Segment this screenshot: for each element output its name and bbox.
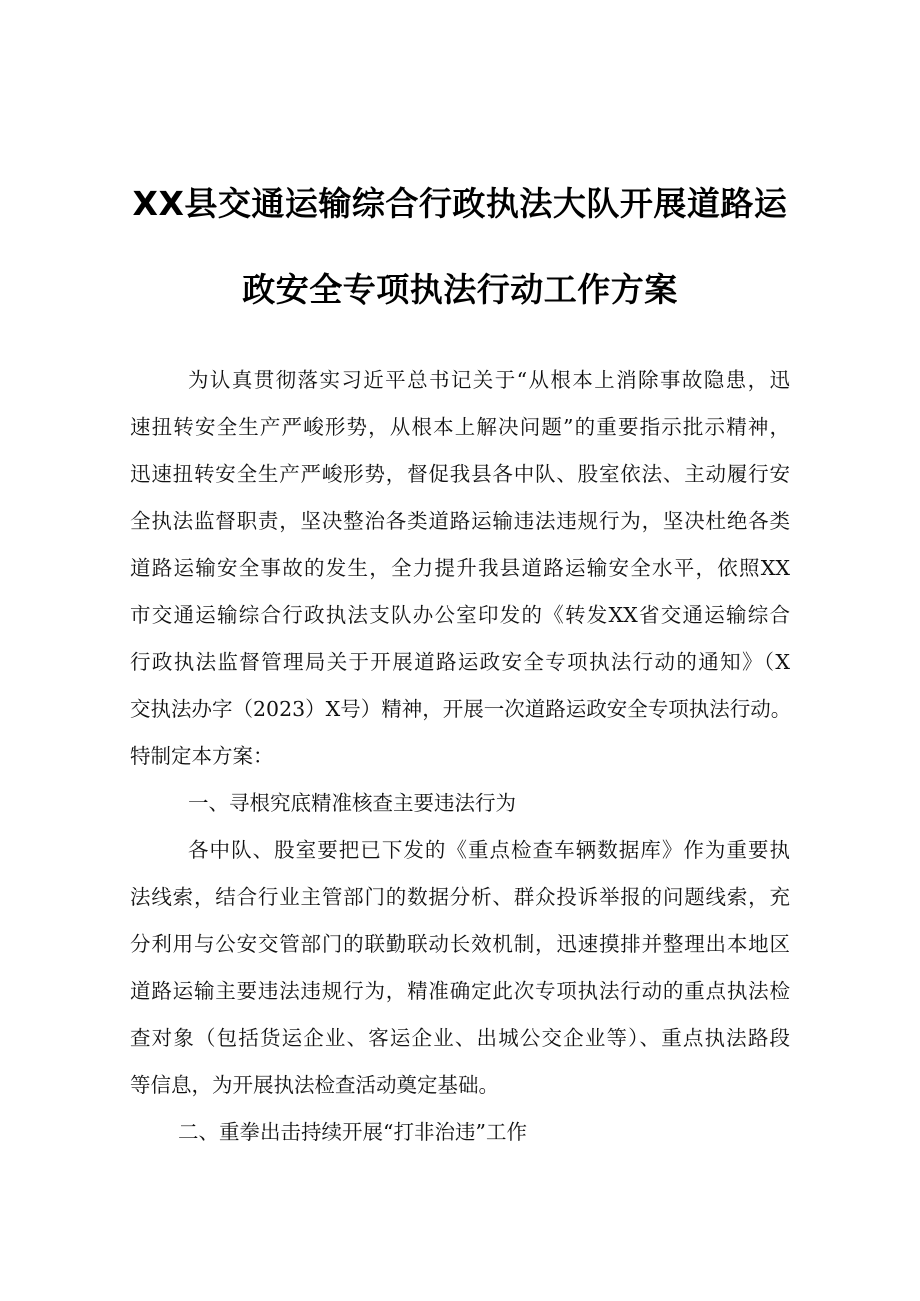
document-title-line-2: 政安全专项执法行动工作方案 [242,270,678,309]
intro-line-1: 为认真贯彻落实习近平总书记关于“从根本上消除事故隐患，迅 [188,368,790,392]
document-title-line-1: XX县交通运输综合行政执法大队开展道路运 [132,184,788,223]
intro-line-6: 市交通运输综合行政执法支队办公室印发的《转发XX省交通运输综合 [130,603,790,627]
intro-line-4: 全执法监督职责，坚决整治各类道路运输违法违规行为，坚决杜绝各类 [130,509,790,533]
section-1-line-5: 查对象（包括货运企业、客运企业、出城公交企业等）、重点执法路段 [130,1026,790,1050]
section-1-heading: 一、寻根究底精准核查主要违法行为 [188,791,516,815]
section-1-line-3: 分利用与公安交管部门的联勤联动长效机制，迅速摸排并整理出本地区 [130,932,790,956]
intro-line-5: 道路运输安全事故的发生，全力提升我县道路运输安全水平，依照XX [130,556,790,580]
section-2-heading: 二、重拳出击持续开展“打非治违”工作 [178,1120,527,1144]
intro-line-3: 迅速扭转安全生产严峻形势，督促我县各中队、股室依法、主动履行安 [130,462,790,486]
section-1-line-4: 道路运输主要违法违规行为，精准确定此次专项执法行动的重点执法检 [130,979,790,1003]
intro-line-2: 速扭转安全生产严峻形势，从根本上解决问题”的重要指示批示精神， [130,415,790,439]
section-1-line-1: 各中队、股室要把已下发的《重点检查车辆数据库》作为重要执 [188,838,790,862]
section-1-line-2: 法线索，结合行业主管部门的数据分析、群众投诉举报的问题线索，充 [130,885,790,909]
intro-line-8: 交执法办字（2023）X号）精神，开展一次道路运政安全专项执法行动。 [130,697,792,721]
intro-line-7: 行政执法监督管理局关于开展道路运政安全专项执法行动的通知》（X [130,650,790,674]
section-1-line-6: 等信息，为开展执法检查活动奠定基础。 [130,1073,499,1097]
intro-line-9: 特制定本方案： [130,744,274,768]
